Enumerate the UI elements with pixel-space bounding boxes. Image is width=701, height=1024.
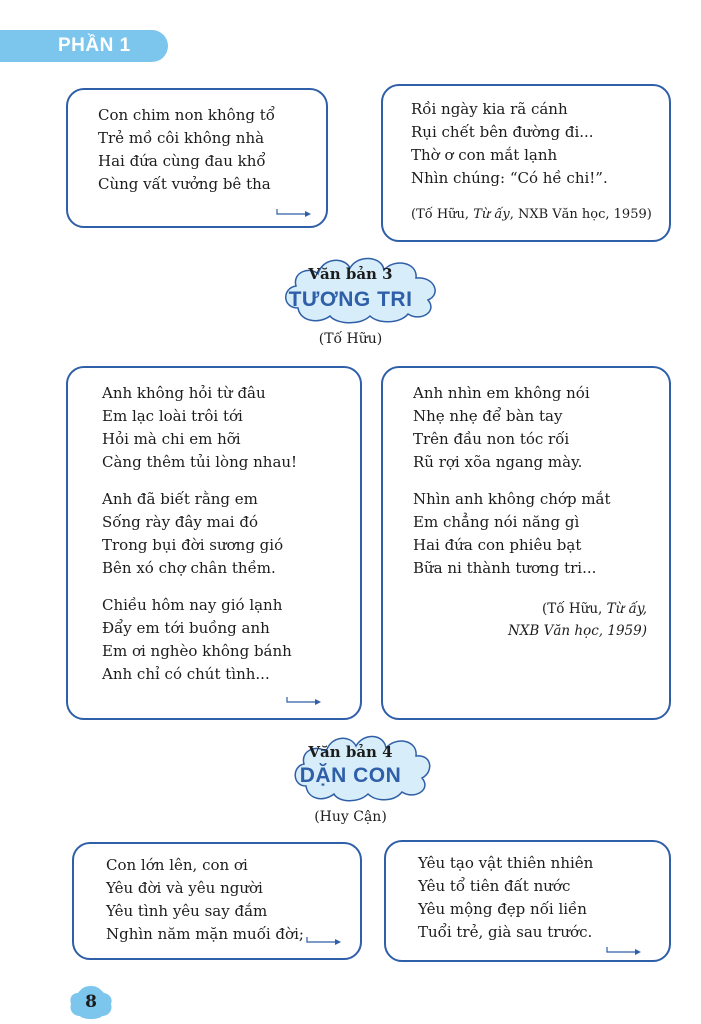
arrow-right-icon	[286, 696, 322, 706]
page-number: 8	[85, 992, 97, 1012]
poem-line: Yêu tình yêu say đắm	[106, 902, 268, 920]
citation-work: Từ ấy,	[606, 601, 647, 617]
poem-line: Yêu đời và yêu người	[106, 879, 263, 897]
poem-line: Bữa ni thành tương tri...	[413, 559, 597, 577]
poem-line: Anh chỉ có chút tình...	[102, 665, 270, 683]
text3-citation	[413, 598, 655, 642]
poem-line: Đẩy em tới buồng anh	[102, 619, 270, 637]
poem-line: Yêu mộng đẹp nối liền	[418, 900, 587, 918]
poem-line: Nghìn năm mặn muối đời;	[106, 925, 304, 943]
poem-line: Nhẹ nhẹ để bàn tay	[413, 407, 563, 425]
citation-author: (Tố Hữu,	[411, 207, 474, 222]
text4-label: Văn bản 4	[308, 743, 393, 761]
poem-line: Tuổi trẻ, già sau trước.	[418, 923, 593, 941]
poem-line: Thờ ơ con mắt lạnh	[411, 146, 558, 164]
poem-line: Con lớn lên, con ơi	[106, 856, 248, 874]
text4-title: DẶN CON	[299, 764, 402, 787]
poem-line: Hai đứa con phiêu bạt	[413, 536, 582, 554]
poem-line: Rũ rợi xõa ngang mày.	[413, 453, 583, 471]
poem-line: Sống rày đây mai đó	[102, 513, 258, 531]
text3-title: TƯƠNG TRI	[288, 288, 413, 311]
section-label: PHẦN 1	[58, 35, 131, 56]
citation-publisher: , NXB Văn học, 1959)	[509, 207, 652, 222]
poem-line: Anh nhìn em không nói	[413, 384, 590, 402]
poem-line: Em lạc loài trôi tới	[102, 407, 243, 425]
poem-line: Em chẳng nói năng gì	[413, 513, 580, 531]
text4-left-box	[72, 842, 362, 960]
arrow-right-icon	[606, 946, 642, 956]
poem1-left-box	[66, 88, 328, 228]
poem-line: Nhìn anh không chớp mắt	[413, 490, 611, 508]
text3-label: Văn bản 3	[308, 265, 393, 283]
section-tab	[0, 30, 168, 62]
poem-line: Rụi chết bên đường đi...	[411, 123, 594, 141]
poem-line: Con chim non không tổ	[98, 106, 275, 124]
citation-author: (Tố Hữu,	[542, 601, 607, 617]
poem-line: Bên xó chợ chân thềm.	[102, 559, 276, 577]
text4-right-box	[384, 840, 671, 962]
poem-line: Hai đứa cùng đau khổ	[98, 152, 266, 170]
arrow-right-icon	[276, 208, 312, 218]
poem-line: Cùng vất vưởng bê tha	[98, 175, 271, 193]
citation-publisher: NXB Văn học, 1959)	[507, 623, 647, 639]
poem-line: Anh không hỏi từ đâu	[102, 384, 266, 402]
poem-line: Trên đầu non tóc rối	[413, 430, 570, 448]
text3-left-box	[66, 366, 362, 720]
poem-line: Hỏi mà chi em hỡi	[102, 430, 241, 448]
poem-line: Yêu tạo vật thiên nhiên	[418, 854, 594, 872]
poem-line: Anh đã biết rằng em	[102, 490, 258, 508]
poem-line: Trẻ mồ côi không nhà	[98, 129, 265, 147]
poem-line: Yêu tổ tiên đất nước	[418, 877, 571, 895]
poem-line: Càng thêm tủi lòng nhau!	[102, 453, 298, 471]
text3-author: (Tố Hữu)	[318, 331, 383, 347]
poem1-right-box	[381, 84, 671, 242]
poem-line: Em ơi nghèo không bánh	[102, 642, 292, 660]
text4-author: (Huy Cận)	[314, 809, 387, 825]
page-number-badge	[68, 984, 114, 1022]
arrow-right-icon	[306, 936, 342, 946]
poem-line: Rồi ngày kia rã cánh	[411, 100, 568, 118]
text3-right-box	[381, 366, 671, 720]
poem-line: Nhìn chúng: “Có hề chi!”.	[411, 169, 608, 187]
poem1-citation	[411, 204, 655, 226]
citation-work: Từ ấy	[473, 207, 510, 222]
poem-line: Chiều hôm nay gió lạnh	[102, 596, 283, 614]
poem-line: Trong bụi đời sương gió	[102, 536, 284, 554]
